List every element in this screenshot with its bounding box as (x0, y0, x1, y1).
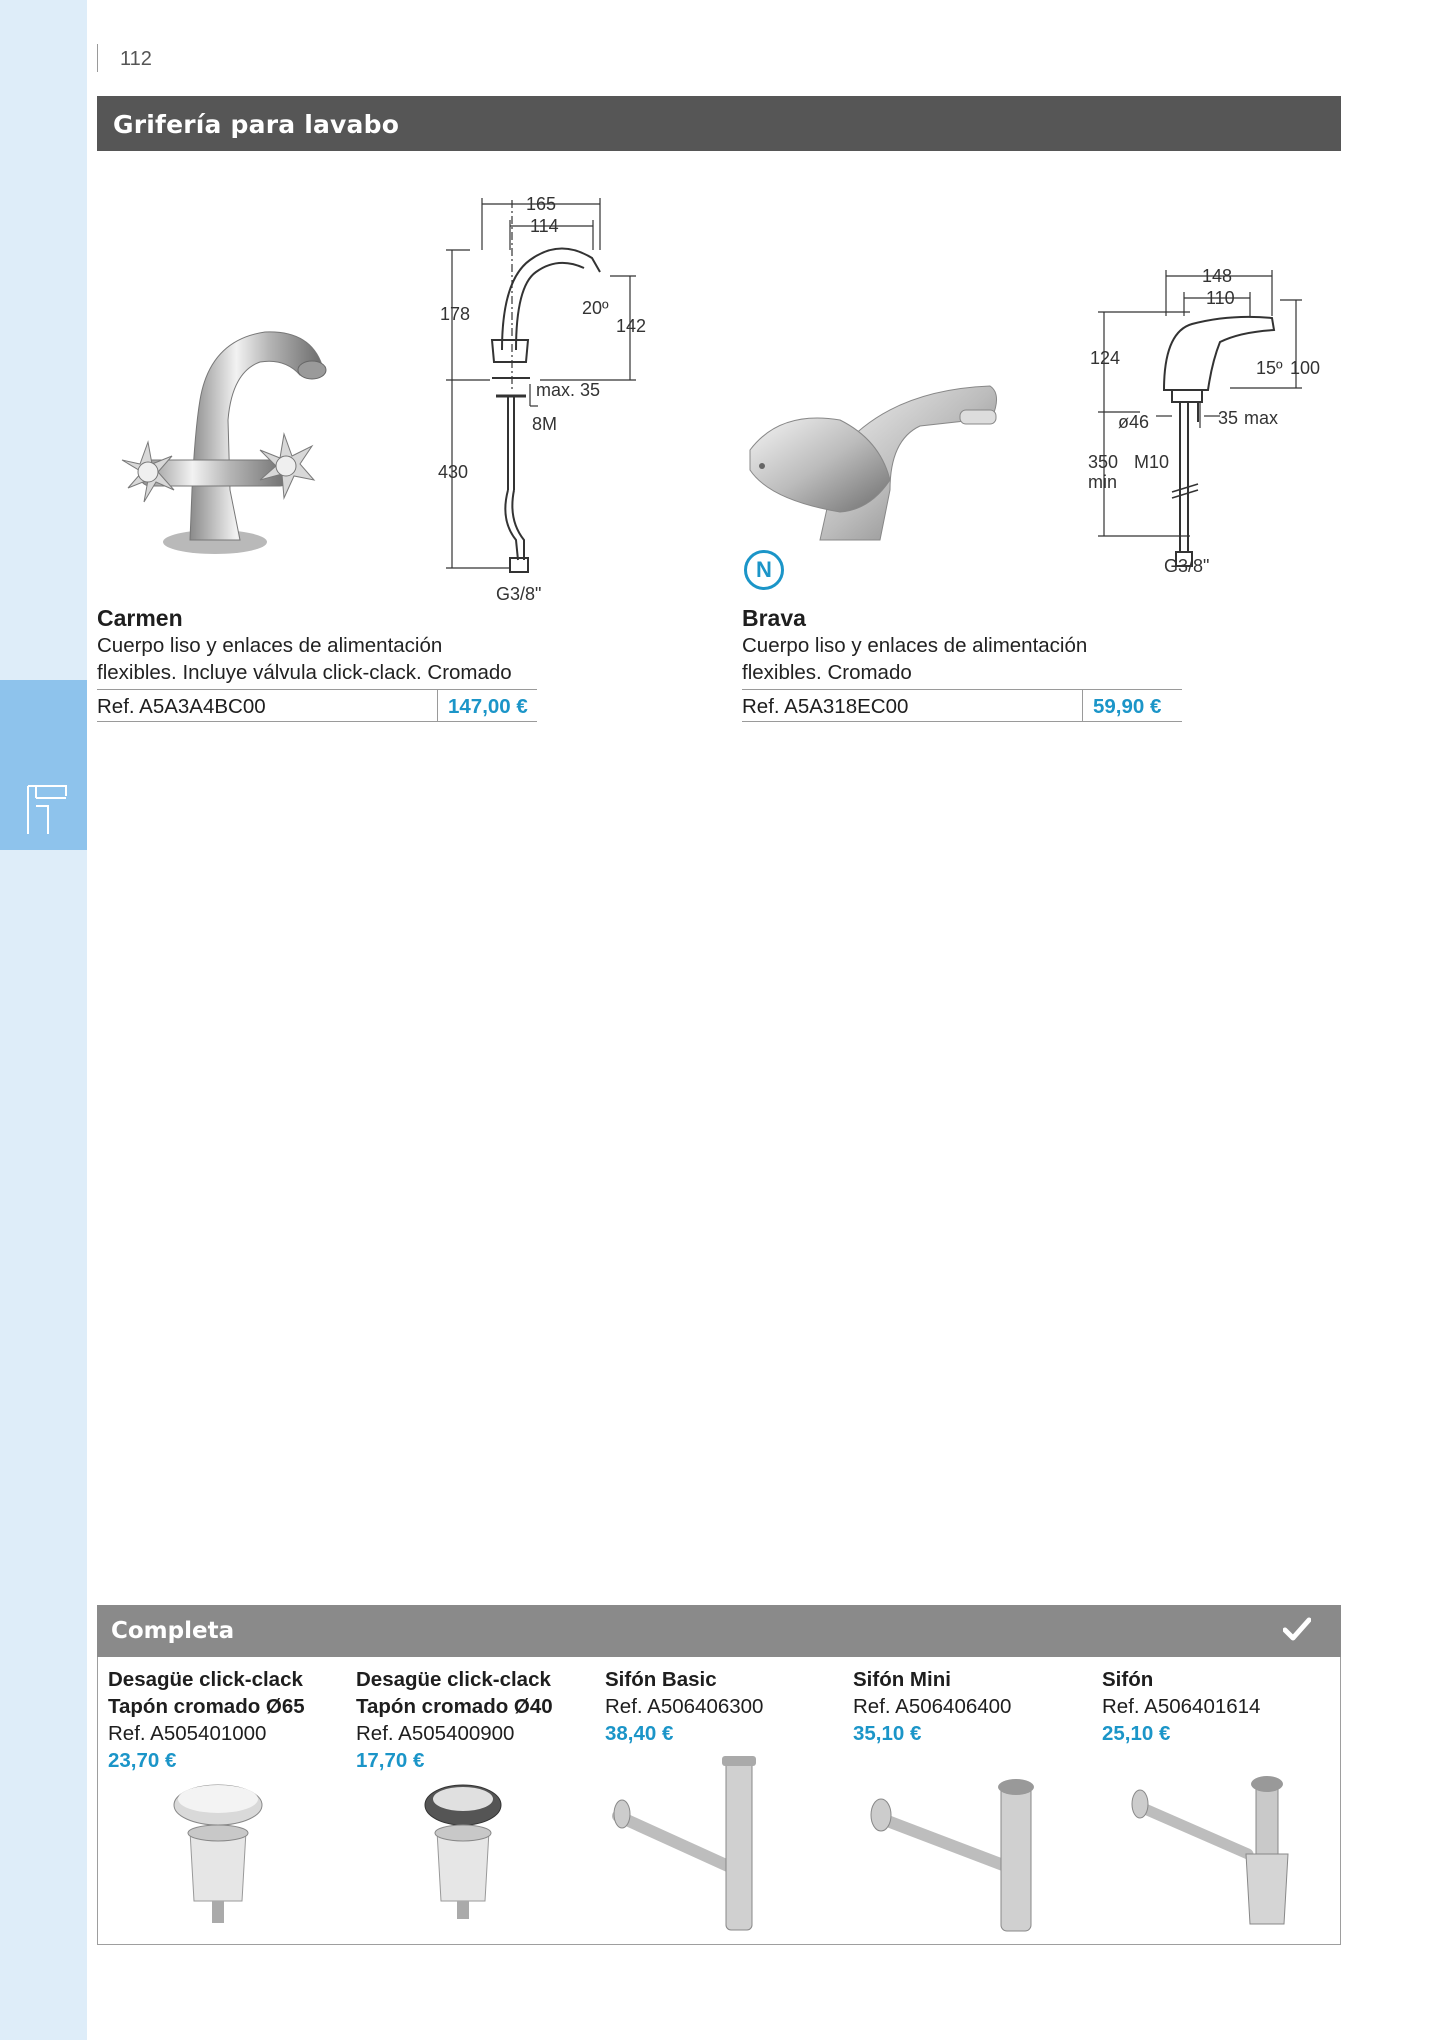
accessory-ref: Ref. A506406400 (853, 1695, 1012, 1718)
accessory-ref: Ref. A505401000 (108, 1722, 267, 1745)
brava-dim-110: 110 (1206, 288, 1235, 308)
accessory-item (108, 1666, 348, 1774)
accessory-name-line: Desagüe click-clack (108, 1668, 303, 1691)
section-tab (0, 680, 87, 850)
product-ref: Ref. A5A3A4BC00 (97, 695, 266, 718)
new-badge-letter: N (756, 557, 772, 582)
carmen-dim-8m: 8M (532, 414, 558, 434)
carmen-faucet-photo (100, 310, 330, 560)
carmen-dim-142: 142 (616, 316, 647, 336)
brava-dim-thread: G3/8" (1164, 556, 1210, 576)
accessory-ref: Ref. A506401614 (1102, 1695, 1261, 1718)
accessory-name-line: Tapón cromado Ø40 (356, 1695, 553, 1718)
siphon-photo (1128, 1766, 1308, 1931)
siphon-mini-photo (863, 1761, 1053, 1936)
accessory-name-line: Desagüe click-clack (356, 1668, 551, 1691)
product-name: Brava (742, 605, 806, 631)
accessory-ref: Ref. A505400900 (356, 1722, 515, 1745)
faucet-icon (26, 784, 70, 836)
price-cell (1082, 690, 1177, 721)
product-price: 59,90 € (1093, 695, 1162, 718)
section-header (97, 96, 1341, 151)
product-carmen (97, 604, 537, 722)
drain-40-photo (413, 1781, 513, 1931)
price-cell (437, 690, 532, 721)
accessory-price: 38,40 € (605, 1722, 674, 1745)
product-price: 147,00 € (448, 695, 528, 718)
drain-65-photo (168, 1781, 268, 1931)
product-ref-row (97, 689, 537, 722)
section-title: Grifería para lavabo (113, 110, 400, 139)
accessory-price: 25,10 € (1102, 1722, 1171, 1745)
completa-title: Completa (111, 1618, 235, 1644)
carmen-dim-thread: G3/8" (496, 584, 542, 604)
product-description-line: flexibles. Cromado (742, 661, 912, 684)
carmen-dim-20deg: 20º (582, 298, 609, 318)
page-rule (97, 44, 98, 72)
product-name: Carmen (97, 605, 183, 631)
checkmark-icon (1283, 1617, 1311, 1641)
carmen-dim-430: 430 (438, 462, 469, 482)
brava-dim-124: 124 (1090, 348, 1121, 368)
brava-dim-15deg: 15º (1256, 358, 1283, 378)
carmen-dim-165: 165 (526, 194, 557, 214)
brava-dim-100: 100 (1290, 358, 1321, 378)
product-ref: Ref. A5A318EC00 (742, 695, 909, 718)
product-description-line: flexibles. Incluye válvula click-clack. Cromado (97, 661, 512, 684)
brava-dimension-drawing (1080, 262, 1330, 582)
completa-header (97, 1605, 1341, 1657)
product-description-line: Cuerpo liso y enlaces de alimentación (97, 634, 443, 657)
brava-faucet-photo (740, 380, 1010, 550)
left-margin-strip (0, 0, 87, 2040)
carmen-dim-114: 114 (530, 216, 559, 236)
accessory-item (605, 1666, 845, 1747)
brava-dim-m10: M10 (1134, 452, 1170, 472)
accessory-price: 17,70 € (356, 1749, 425, 1772)
accessory-name-line: Sifón Basic (605, 1668, 717, 1691)
carmen-dim-max35: max. 35 (536, 380, 601, 400)
product-brava (742, 604, 1182, 722)
completa-box (97, 1605, 1341, 1945)
brava-dim-148: 148 (1202, 266, 1233, 286)
accessory-price: 23,70 € (108, 1749, 177, 1772)
accessory-name-line: Sifón (1102, 1668, 1154, 1691)
product-description-line: Cuerpo liso y enlaces de alimentación (742, 634, 1088, 657)
brava-dim-diam46: ø46 (1118, 412, 1150, 432)
brava-dim-350: 350 (1088, 452, 1119, 472)
accessory-item (356, 1666, 596, 1774)
accessory-name-line: Tapón cromado Ø65 (108, 1695, 305, 1718)
new-badge (744, 550, 784, 590)
brava-dim-35: 35 (1218, 408, 1239, 428)
page-number: 112 (120, 48, 152, 70)
siphon-basic-photo (608, 1756, 788, 1936)
accessory-name-line: Sifón Mini (853, 1668, 951, 1691)
accessory-price: 35,10 € (853, 1722, 922, 1745)
carmen-dim-178: 178 (440, 304, 471, 324)
accessory-item (853, 1666, 1093, 1747)
brava-dim-max: max (1244, 408, 1279, 428)
product-ref-row (742, 689, 1182, 722)
brava-dim-min: min (1088, 472, 1118, 492)
accessory-item (1102, 1666, 1342, 1747)
accessory-ref: Ref. A506406300 (605, 1695, 764, 1718)
carmen-dimension-drawing (430, 190, 660, 610)
